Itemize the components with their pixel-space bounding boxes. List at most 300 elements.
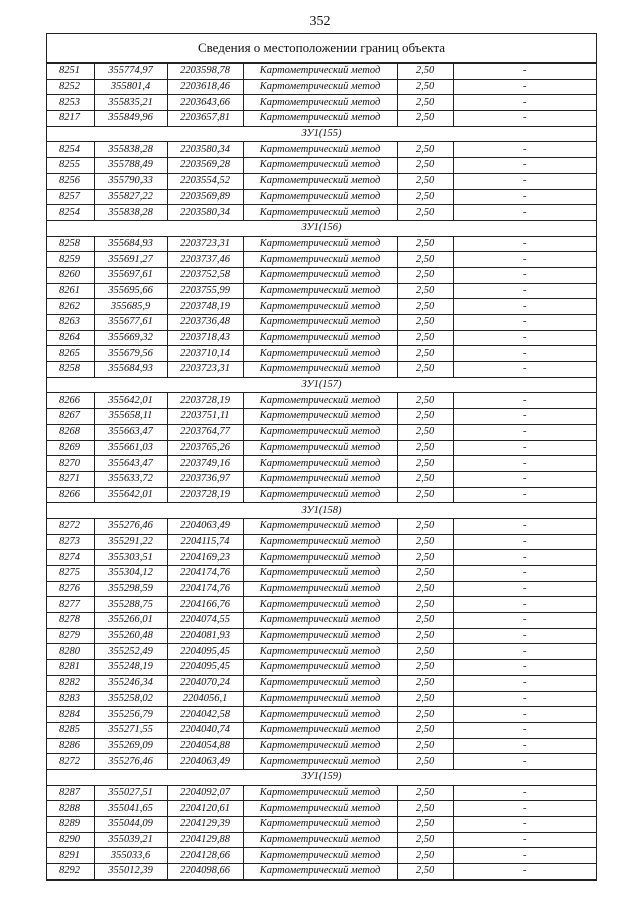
table-row [47, 864, 596, 880]
x-coordinate-cell: 355663,47 [94, 424, 167, 440]
x-coordinate-cell: 355258,02 [94, 691, 167, 707]
y-coordinate-cell: 2203728,19 [167, 487, 243, 503]
method-cell: Картометрический метод [243, 707, 397, 723]
accuracy-cell: 2,50 [397, 691, 453, 707]
accuracy-cell: 2,50 [397, 205, 453, 221]
y-coordinate-cell: 2204063,49 [167, 754, 243, 770]
coordinates-table-body [47, 64, 596, 880]
x-coordinate-cell: 355276,46 [94, 754, 167, 770]
table-row [47, 660, 596, 676]
description-cell: - [453, 95, 596, 111]
y-coordinate-cell: 2203618,46 [167, 79, 243, 95]
description-cell: - [453, 801, 596, 817]
section-row [47, 377, 596, 393]
table-row [47, 111, 596, 127]
accuracy-cell: 2,50 [397, 95, 453, 111]
y-coordinate-cell: 2203748,19 [167, 299, 243, 315]
table-row [47, 817, 596, 833]
x-coordinate-cell: 355044,09 [94, 817, 167, 833]
x-coordinate-cell: 355838,28 [94, 205, 167, 221]
accuracy-cell: 2,50 [397, 330, 453, 346]
method-cell: Картометрический метод [243, 613, 397, 629]
description-cell: - [453, 550, 596, 566]
y-coordinate-cell: 2203765,26 [167, 440, 243, 456]
accuracy-cell: 2,50 [397, 754, 453, 770]
table-row [47, 691, 596, 707]
description-cell: - [453, 205, 596, 221]
description-cell: - [453, 142, 596, 158]
point-number-cell: 8272 [47, 754, 94, 770]
method-cell: Картометрический метод [243, 550, 397, 566]
method-cell: Картометрический метод [243, 330, 397, 346]
x-coordinate-cell: 355269,09 [94, 738, 167, 754]
section-label: ЗУ1(158) [47, 503, 596, 519]
description-cell: - [453, 518, 596, 534]
table-row [47, 283, 596, 299]
x-coordinate-cell: 355256,79 [94, 707, 167, 723]
description-cell: - [453, 754, 596, 770]
section-label: ЗУ1(155) [47, 126, 596, 142]
x-coordinate-cell: 355685,9 [94, 299, 167, 315]
method-cell: Картометрический метод [243, 346, 397, 362]
accuracy-cell: 2,50 [397, 628, 453, 644]
coordinates-table [47, 63, 596, 880]
section-row [47, 126, 596, 142]
point-number-cell: 8267 [47, 409, 94, 425]
x-coordinate-cell: 355697,61 [94, 267, 167, 283]
method-cell: Картометрический метод [243, 440, 397, 456]
point-number-cell: 8274 [47, 550, 94, 566]
method-cell: Картометрический метод [243, 785, 397, 801]
method-cell: Картометрический метод [243, 315, 397, 331]
y-coordinate-cell: 2204042,58 [167, 707, 243, 723]
description-cell: - [453, 785, 596, 801]
table-row [47, 534, 596, 550]
section-label: ЗУ1(157) [47, 377, 596, 393]
y-coordinate-cell: 2203749,16 [167, 456, 243, 472]
method-cell: Картометрический метод [243, 754, 397, 770]
description-cell: - [453, 675, 596, 691]
section-row [47, 769, 596, 785]
x-coordinate-cell: 355642,01 [94, 487, 167, 503]
accuracy-cell: 2,50 [397, 283, 453, 299]
point-number-cell: 8258 [47, 236, 94, 252]
x-coordinate-cell: 355252,49 [94, 644, 167, 660]
table-row [47, 79, 596, 95]
y-coordinate-cell: 2203755,99 [167, 283, 243, 299]
description-cell: - [453, 393, 596, 409]
accuracy-cell: 2,50 [397, 267, 453, 283]
accuracy-cell: 2,50 [397, 424, 453, 440]
accuracy-cell: 2,50 [397, 409, 453, 425]
table-row [47, 158, 596, 174]
table-row [47, 142, 596, 158]
accuracy-cell: 2,50 [397, 660, 453, 676]
description-cell: - [453, 644, 596, 660]
description-cell: - [453, 409, 596, 425]
x-coordinate-cell: 355684,93 [94, 236, 167, 252]
x-coordinate-cell: 355039,21 [94, 832, 167, 848]
method-cell: Картометрический метод [243, 566, 397, 582]
table-row [47, 848, 596, 864]
point-number-cell: 8259 [47, 252, 94, 268]
description-cell: - [453, 738, 596, 754]
table-row [47, 173, 596, 189]
section-label: ЗУ1(156) [47, 220, 596, 236]
accuracy-cell: 2,50 [397, 315, 453, 331]
accuracy-cell: 2,50 [397, 64, 453, 80]
description-cell: - [453, 691, 596, 707]
point-number-cell: 8261 [47, 283, 94, 299]
table-row [47, 471, 596, 487]
table-row [47, 628, 596, 644]
y-coordinate-cell: 2203643,66 [167, 95, 243, 111]
method-cell: Картометрический метод [243, 456, 397, 472]
accuracy-cell: 2,50 [397, 299, 453, 315]
table-row [47, 801, 596, 817]
accuracy-cell: 2,50 [397, 158, 453, 174]
description-cell: - [453, 330, 596, 346]
x-coordinate-cell: 355691,27 [94, 252, 167, 268]
method-cell: Картометрический метод [243, 691, 397, 707]
table-row [47, 424, 596, 440]
method-cell: Картометрический метод [243, 409, 397, 425]
method-cell: Картометрический метод [243, 142, 397, 158]
x-coordinate-cell: 355260,48 [94, 628, 167, 644]
point-number-cell: 8291 [47, 848, 94, 864]
description-cell: - [453, 848, 596, 864]
table-row [47, 456, 596, 472]
y-coordinate-cell: 2203751,11 [167, 409, 243, 425]
accuracy-cell: 2,50 [397, 173, 453, 189]
y-coordinate-cell: 2204120,61 [167, 801, 243, 817]
accuracy-cell: 2,50 [397, 581, 453, 597]
x-coordinate-cell: 355790,33 [94, 173, 167, 189]
point-number-cell: 8275 [47, 566, 94, 582]
point-number-cell: 8277 [47, 597, 94, 613]
x-coordinate-cell: 355276,46 [94, 518, 167, 534]
y-coordinate-cell: 2203580,34 [167, 142, 243, 158]
method-cell: Картометрический метод [243, 283, 397, 299]
method-cell: Картометрический метод [243, 189, 397, 205]
accuracy-cell: 2,50 [397, 252, 453, 268]
table-row [47, 330, 596, 346]
accuracy-cell: 2,50 [397, 393, 453, 409]
section-label: ЗУ1(159) [47, 769, 596, 785]
y-coordinate-cell: 2203736,48 [167, 315, 243, 331]
table-row [47, 95, 596, 111]
x-coordinate-cell: 355012,39 [94, 864, 167, 880]
x-coordinate-cell: 355838,28 [94, 142, 167, 158]
y-coordinate-cell: 2203718,43 [167, 330, 243, 346]
y-coordinate-cell: 2204063,49 [167, 518, 243, 534]
point-number-cell: 8280 [47, 644, 94, 660]
accuracy-cell: 2,50 [397, 471, 453, 487]
table-row [47, 518, 596, 534]
accuracy-cell: 2,50 [397, 534, 453, 550]
point-number-cell: 8290 [47, 832, 94, 848]
y-coordinate-cell: 2204074,55 [167, 613, 243, 629]
x-coordinate-cell: 355827,22 [94, 189, 167, 205]
table-row [47, 236, 596, 252]
y-coordinate-cell: 2203736,97 [167, 471, 243, 487]
description-cell: - [453, 440, 596, 456]
method-cell: Картометрический метод [243, 581, 397, 597]
y-coordinate-cell: 2204054,88 [167, 738, 243, 754]
page-number: 352 [309, 14, 331, 29]
method-cell: Картометрический метод [243, 471, 397, 487]
accuracy-cell: 2,50 [397, 362, 453, 378]
table-row [47, 393, 596, 409]
x-coordinate-cell: 355774,97 [94, 64, 167, 80]
y-coordinate-cell: 2204174,76 [167, 581, 243, 597]
accuracy-cell: 2,50 [397, 832, 453, 848]
table-row [47, 644, 596, 660]
method-cell: Картометрический метод [243, 487, 397, 503]
accuracy-cell: 2,50 [397, 738, 453, 754]
table-header: Сведения о местоположении границ объекта [47, 34, 596, 63]
point-number-cell: 8256 [47, 173, 94, 189]
table-row [47, 346, 596, 362]
table-row [47, 189, 596, 205]
accuracy-cell: 2,50 [397, 456, 453, 472]
y-coordinate-cell: 2203723,31 [167, 362, 243, 378]
x-coordinate-cell: 355033,6 [94, 848, 167, 864]
method-cell: Картометрический метод [243, 95, 397, 111]
point-number-cell: 8284 [47, 707, 94, 723]
point-number-cell: 8282 [47, 675, 94, 691]
y-coordinate-cell: 2204081,93 [167, 628, 243, 644]
point-number-cell: 8257 [47, 189, 94, 205]
description-cell: - [453, 362, 596, 378]
table-row [47, 832, 596, 848]
accuracy-cell: 2,50 [397, 566, 453, 582]
point-number-cell: 8254 [47, 142, 94, 158]
point-number-cell: 8270 [47, 456, 94, 472]
method-cell: Картометрический метод [243, 628, 397, 644]
accuracy-cell: 2,50 [397, 111, 453, 127]
point-number-cell: 8283 [47, 691, 94, 707]
description-cell: - [453, 534, 596, 550]
method-cell: Картометрический метод [243, 111, 397, 127]
description-cell: - [453, 597, 596, 613]
y-coordinate-cell: 2204070,24 [167, 675, 243, 691]
method-cell: Картометрический метод [243, 64, 397, 80]
point-number-cell: 8251 [47, 64, 94, 80]
description-cell: - [453, 315, 596, 331]
y-coordinate-cell: 2203598,78 [167, 64, 243, 80]
description-cell: - [453, 424, 596, 440]
point-number-cell: 8253 [47, 95, 94, 111]
x-coordinate-cell: 355248,19 [94, 660, 167, 676]
description-cell: - [453, 832, 596, 848]
method-cell: Картометрический метод [243, 205, 397, 221]
y-coordinate-cell: 2204095,45 [167, 644, 243, 660]
point-number-cell: 8288 [47, 801, 94, 817]
description-cell: - [453, 471, 596, 487]
table-row [47, 487, 596, 503]
x-coordinate-cell: 355788,49 [94, 158, 167, 174]
table-row [47, 581, 596, 597]
x-coordinate-cell: 355679,56 [94, 346, 167, 362]
x-coordinate-cell: 355642,01 [94, 393, 167, 409]
x-coordinate-cell: 355661,03 [94, 440, 167, 456]
table-row [47, 754, 596, 770]
y-coordinate-cell: 2203764,77 [167, 424, 243, 440]
method-cell: Картометрический метод [243, 848, 397, 864]
point-number-cell: 8262 [47, 299, 94, 315]
description-cell: - [453, 581, 596, 597]
description-cell: - [453, 111, 596, 127]
x-coordinate-cell: 355835,21 [94, 95, 167, 111]
y-coordinate-cell: 2203723,31 [167, 236, 243, 252]
method-cell: Картометрический метод [243, 738, 397, 754]
method-cell: Картометрический метод [243, 79, 397, 95]
y-coordinate-cell: 2203752,58 [167, 267, 243, 283]
description-cell: - [453, 566, 596, 582]
x-coordinate-cell: 355677,61 [94, 315, 167, 331]
accuracy-cell: 2,50 [397, 597, 453, 613]
x-coordinate-cell: 355303,51 [94, 550, 167, 566]
y-coordinate-cell: 2203569,28 [167, 158, 243, 174]
table-row [47, 597, 596, 613]
accuracy-cell: 2,50 [397, 440, 453, 456]
description-cell: - [453, 660, 596, 676]
method-cell: Картометрический метод [243, 722, 397, 738]
x-coordinate-cell: 355288,75 [94, 597, 167, 613]
point-number-cell: 8269 [47, 440, 94, 456]
table-row [47, 362, 596, 378]
description-cell: - [453, 189, 596, 205]
method-cell: Картометрический метод [243, 158, 397, 174]
point-number-cell: 8271 [47, 471, 94, 487]
method-cell: Картометрический метод [243, 597, 397, 613]
x-coordinate-cell: 355291,22 [94, 534, 167, 550]
table-row [47, 550, 596, 566]
table-row [47, 64, 596, 80]
accuracy-cell: 2,50 [397, 189, 453, 205]
y-coordinate-cell: 2204166,76 [167, 597, 243, 613]
method-cell: Картометрический метод [243, 817, 397, 833]
description-cell: - [453, 252, 596, 268]
section-row [47, 503, 596, 519]
point-number-cell: 8279 [47, 628, 94, 644]
section-row [47, 220, 596, 236]
boundary-table-frame [46, 33, 597, 881]
y-coordinate-cell: 2203737,46 [167, 252, 243, 268]
method-cell: Картометрический метод [243, 864, 397, 880]
x-coordinate-cell: 355643,47 [94, 456, 167, 472]
accuracy-cell: 2,50 [397, 722, 453, 738]
x-coordinate-cell: 355027,51 [94, 785, 167, 801]
method-cell: Картометрический метод [243, 236, 397, 252]
table-row [47, 267, 596, 283]
point-number-cell: 8292 [47, 864, 94, 880]
method-cell: Картометрический метод [243, 518, 397, 534]
method-cell: Картометрический метод [243, 534, 397, 550]
description-cell: - [453, 722, 596, 738]
method-cell: Картометрический метод [243, 660, 397, 676]
y-coordinate-cell: 2203657,81 [167, 111, 243, 127]
accuracy-cell: 2,50 [397, 644, 453, 660]
accuracy-cell: 2,50 [397, 346, 453, 362]
x-coordinate-cell: 355633,72 [94, 471, 167, 487]
point-number-cell: 8265 [47, 346, 94, 362]
table-row [47, 566, 596, 582]
method-cell: Картометрический метод [243, 252, 397, 268]
y-coordinate-cell: 2204115,74 [167, 534, 243, 550]
description-cell: - [453, 817, 596, 833]
table-row [47, 675, 596, 691]
description-cell: - [453, 628, 596, 644]
accuracy-cell: 2,50 [397, 848, 453, 864]
y-coordinate-cell: 2203580,34 [167, 205, 243, 221]
accuracy-cell: 2,50 [397, 817, 453, 833]
x-coordinate-cell: 355695,66 [94, 283, 167, 299]
y-coordinate-cell: 2204092,07 [167, 785, 243, 801]
y-coordinate-cell: 2203569,89 [167, 189, 243, 205]
table-row [47, 409, 596, 425]
accuracy-cell: 2,50 [397, 864, 453, 880]
accuracy-cell: 2,50 [397, 142, 453, 158]
description-cell: - [453, 346, 596, 362]
table-row [47, 299, 596, 315]
accuracy-cell: 2,50 [397, 79, 453, 95]
y-coordinate-cell: 2204129,39 [167, 817, 243, 833]
accuracy-cell: 2,50 [397, 613, 453, 629]
method-cell: Картометрический метод [243, 299, 397, 315]
point-number-cell: 8258 [47, 362, 94, 378]
table-row [47, 315, 596, 331]
accuracy-cell: 2,50 [397, 550, 453, 566]
accuracy-cell: 2,50 [397, 785, 453, 801]
x-coordinate-cell: 355658,11 [94, 409, 167, 425]
table-row [47, 252, 596, 268]
y-coordinate-cell: 2203554,52 [167, 173, 243, 189]
point-number-cell: 8272 [47, 518, 94, 534]
description-cell: - [453, 283, 596, 299]
x-coordinate-cell: 355298,59 [94, 581, 167, 597]
x-coordinate-cell: 355849,96 [94, 111, 167, 127]
method-cell: Картометрический метод [243, 675, 397, 691]
y-coordinate-cell: 2204128,66 [167, 848, 243, 864]
y-coordinate-cell: 2204169,23 [167, 550, 243, 566]
y-coordinate-cell: 2204098,66 [167, 864, 243, 880]
point-number-cell: 8285 [47, 722, 94, 738]
method-cell: Картометрический метод [243, 832, 397, 848]
point-number-cell: 8268 [47, 424, 94, 440]
description-cell: - [453, 299, 596, 315]
method-cell: Картометрический метод [243, 801, 397, 817]
accuracy-cell: 2,50 [397, 675, 453, 691]
method-cell: Картометрический метод [243, 644, 397, 660]
y-coordinate-cell: 2204095,45 [167, 660, 243, 676]
point-number-cell: 8266 [47, 487, 94, 503]
x-coordinate-cell: 355801,4 [94, 79, 167, 95]
y-coordinate-cell: 2204056,1 [167, 691, 243, 707]
accuracy-cell: 2,50 [397, 518, 453, 534]
point-number-cell: 8264 [47, 330, 94, 346]
method-cell: Картометрический метод [243, 362, 397, 378]
point-number-cell: 8281 [47, 660, 94, 676]
point-number-cell: 8278 [47, 613, 94, 629]
point-number-cell: 8260 [47, 267, 94, 283]
point-number-cell: 8217 [47, 111, 94, 127]
point-number-cell: 8286 [47, 738, 94, 754]
table-row [47, 785, 596, 801]
method-cell: Картометрический метод [243, 173, 397, 189]
x-coordinate-cell: 355246,34 [94, 675, 167, 691]
